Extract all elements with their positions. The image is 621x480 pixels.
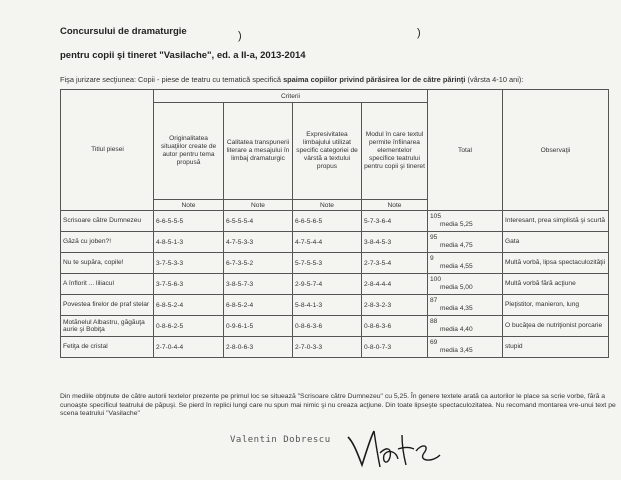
note-label: Note (362, 200, 428, 211)
table-row (61, 232, 609, 253)
score-cell: 2-8-3-2-3 (362, 295, 428, 316)
score-cell: 5-7-5-5-3 (293, 253, 362, 274)
score-cell: 6-6-5-5-5 (154, 211, 224, 232)
total-cell (428, 232, 503, 253)
table-row (61, 295, 609, 316)
observation-cell: Pleţistitor, manieron, lung (503, 295, 609, 316)
total-value: 105 (430, 212, 442, 220)
media-line (430, 347, 500, 356)
criterion-1: Originalitatea situaţiilor create de autor pentru tema propusă (154, 103, 224, 200)
document-title-line2: pentru copii şi tineret "Vasilache", ed. a II-a, 2013-2014 (60, 50, 306, 61)
score-cell: 6-6-5-6-5 (293, 211, 362, 232)
score-cell: 4-7-5-3-3 (224, 232, 293, 253)
media-value: 3,45 (459, 347, 473, 354)
play-title: A înflorit ... liliacul (61, 274, 154, 295)
media-line (430, 221, 500, 230)
media-label: media (440, 263, 458, 270)
note-label: Note (154, 200, 224, 211)
col-total-header: Total (428, 90, 503, 211)
total-value: 69 (430, 338, 438, 346)
intro-prefix: Fişa jurizare secţiunea: Copii - piese de teatru cu tematică specifică (60, 75, 284, 84)
score-cell: 0-9-6-1-5 (224, 316, 293, 337)
score-cell: 0-8-0-7-3 (362, 337, 428, 358)
media-label: media (440, 326, 458, 333)
score-cell: 3-7-5-6-3 (154, 274, 224, 295)
media-value: 5,00 (459, 284, 473, 291)
score-cell: 3-7-5-3-3 (154, 253, 224, 274)
handwritten-mark-right: ) (417, 27, 421, 39)
jury-scores-table (60, 89, 609, 358)
media-label: media (440, 284, 458, 291)
criterion-3: Expresivitatea limbajului utilizat specific categoriei de vârstă a textului propus (293, 103, 362, 200)
media-label: media (440, 347, 458, 354)
intro-theme: spaima copiilor privind părăsirea lor de către părinţi (283, 75, 466, 84)
media-line (430, 326, 500, 335)
observation-cell: Gata (503, 232, 609, 253)
handwritten-signature (344, 425, 444, 471)
media-value: 4,35 (459, 305, 473, 312)
media-line (430, 305, 500, 314)
media-label: media (440, 242, 458, 249)
total-value: 87 (430, 296, 438, 304)
play-title: Fetiţa de cristal (61, 337, 154, 358)
score-cell: 4-7-5-4-4 (293, 232, 362, 253)
total-value: 95 (430, 233, 438, 241)
total-value: 9 (430, 254, 434, 262)
table-row (61, 253, 609, 274)
table-row (61, 337, 609, 358)
intro-suffix: (vârsta 4-10 ani): (465, 75, 524, 84)
play-title: Scrisoare către Dumnezeu (61, 211, 154, 232)
play-title: Motănelul Albastru, găgăuţa aurie şi Bobiţa (61, 316, 154, 337)
media-line (430, 284, 500, 293)
note-label: Note (293, 200, 362, 211)
score-cell: 4-8-5-1-3 (154, 232, 224, 253)
score-cell: 5-7-3-6-4 (362, 211, 428, 232)
total-cell (428, 274, 503, 295)
score-cell: 6-8-5-2-4 (154, 295, 224, 316)
total-cell (428, 337, 503, 358)
observation-cell: stupid (503, 337, 609, 358)
play-title: Găză cu joben?! (61, 232, 154, 253)
media-value: 4,40 (459, 326, 473, 333)
section-intro (60, 75, 523, 84)
score-cell: 5-8-4-1-3 (293, 295, 362, 316)
table-row (61, 274, 609, 295)
observation-cell: Multă vorbă, lipsa spectaculozităţii (503, 253, 609, 274)
score-cell: 6-8-5-2-4 (224, 295, 293, 316)
criterion-4: Modul în care textul permite înfiinarea elementelor specifice teatrului pentru copii şi tineret (362, 103, 428, 200)
observation-cell: Multă vorbă fără acţiune (503, 274, 609, 295)
media-line (430, 263, 500, 272)
score-cell: 2-7-0-3-3 (293, 337, 362, 358)
score-cell: 2-8-4-4-4 (362, 274, 428, 295)
score-cell: 0-8-6-2-5 (154, 316, 224, 337)
total-cell (428, 295, 503, 316)
col-title-header: Titlul piesei (61, 90, 154, 211)
total-cell (428, 211, 503, 232)
score-cell: 6-5-5-5-4 (224, 211, 293, 232)
score-cell: 3-8-5-7-3 (224, 274, 293, 295)
handwritten-mark: ) (238, 30, 242, 42)
table-row (61, 316, 609, 337)
media-line (430, 242, 500, 251)
total-value: 100 (430, 275, 442, 283)
media-value: 4,55 (459, 263, 473, 270)
media-label: media (440, 305, 458, 312)
jury-conclusion: Din mediile obţinute de către autorii textelor prezente pe primul loc se situează "Scrisoare către Dumnezeu" cu 5,25. În genere textele arată ca autorilor le place sa scrie vorbe, fără a cunoaşte specificul teatrului de păpuşi. Se pierd în replici lungi care nu spun mai nimic şi nu creaza acţiune. Din toate lipseşte spectaculozitatea. Nu recomand montarea vre-unui text pe scena teatrului "Vasilache" (60, 393, 616, 418)
observation-cell: Interesant, prea simplistă şi scurtă (503, 211, 609, 232)
document-title-line1: Concursului de dramaturgie (60, 26, 187, 37)
media-value: 5,25 (459, 221, 473, 228)
media-value: 4,75 (459, 242, 473, 249)
score-cell: 2-7-0-4-4 (154, 337, 224, 358)
total-cell (428, 253, 503, 274)
total-value: 88 (430, 317, 438, 325)
score-cell: 6-7-3-5-2 (224, 253, 293, 274)
criteria-header: Criterii (154, 90, 428, 103)
score-cell: 0-8-6-3-6 (362, 316, 428, 337)
score-cell: 2-8-0-6-3 (224, 337, 293, 358)
play-title: Nu te supăra, copile! (61, 253, 154, 274)
criterion-2: Calitatea transpunerii literare a mesajului în limbaj dramaturgic (224, 103, 293, 200)
score-cell: 2-9-5-7-4 (293, 274, 362, 295)
score-cell: 3-8-4-5-3 (362, 232, 428, 253)
observation-cell: O bucăţea de nutriţionist porcarie (503, 316, 609, 337)
total-cell (428, 316, 503, 337)
table-row (61, 211, 609, 232)
col-observations-header: Observaţii (503, 90, 609, 211)
score-cell: 0-8-6-3-6 (293, 316, 362, 337)
play-title: Povestea firelor de praf stelar (61, 295, 154, 316)
note-label: Note (224, 200, 293, 211)
score-cell: 2-7-3-5-4 (362, 253, 428, 274)
media-label: media (440, 221, 458, 228)
signatory-name: Valentin Dobrescu (230, 435, 331, 445)
